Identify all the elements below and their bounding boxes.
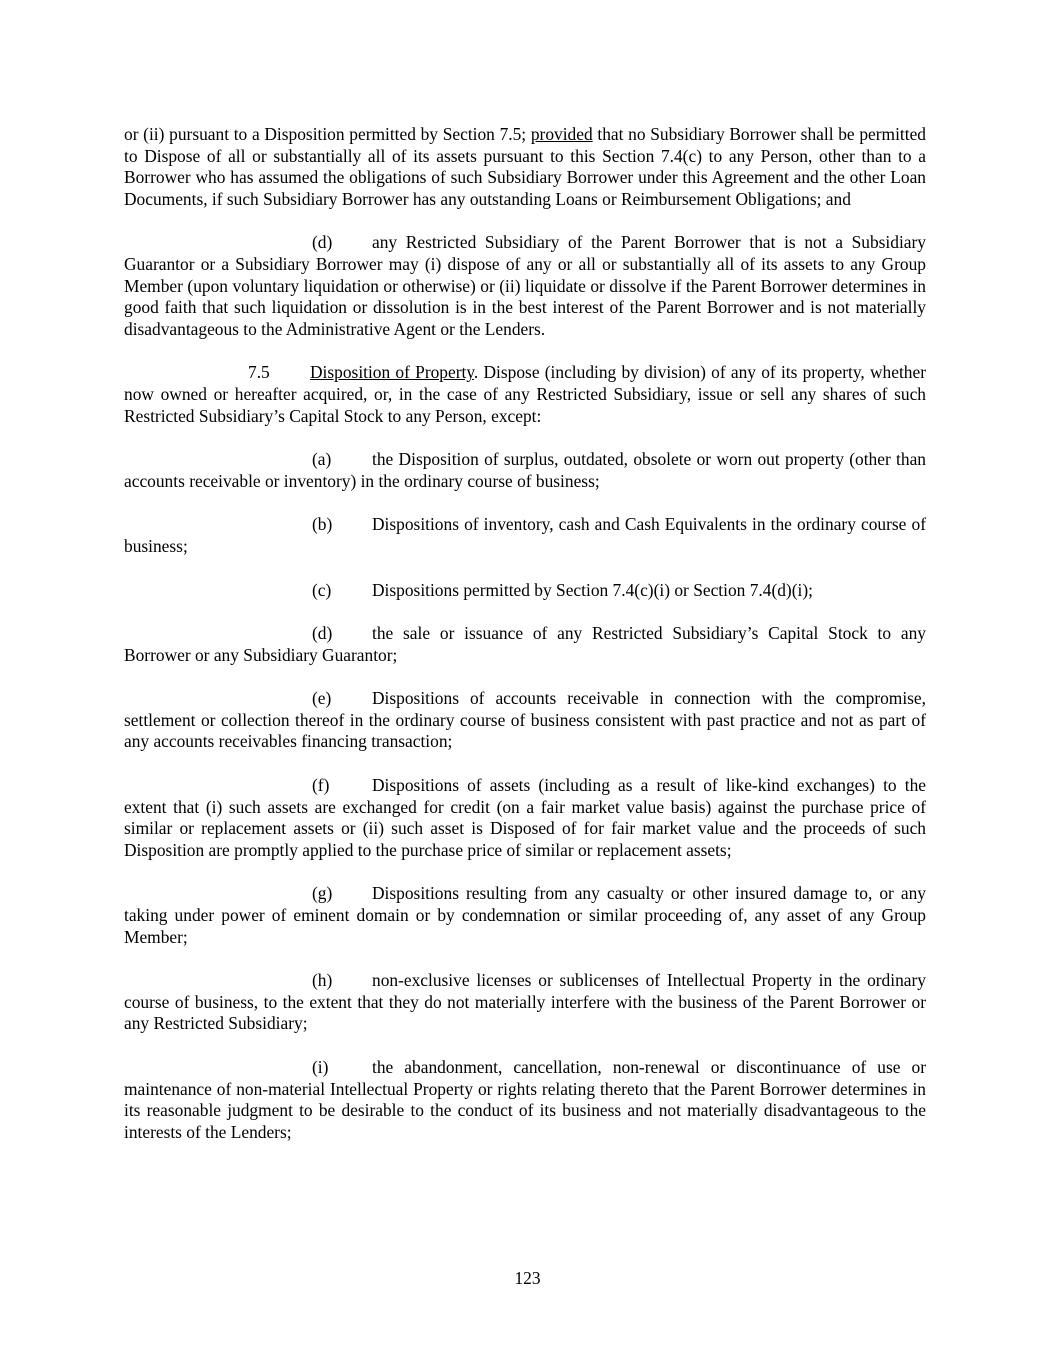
clause-text: any Restricted Subsidiary of the Parent Borrower that is not a Subsidiary Guarantor or a Subsidiary Borrower may (i) dispose of any or all or substantially all of its assets to any Group Member (upon voluntary liquidation or otherwise) or (ii) liquidate or dissolve if the Parent Borrower determines in good faith that such liquidation or dissolution is in the best interest of the Parent Borrower and is not materially disadvantageous to the Administrative Agent or the Lenders. <box>124 232 926 339</box>
clause-7-4-d <box>124 232 926 340</box>
clause-marker: (c) <box>312 579 332 600</box>
paragraph-text: that no Subsidiary Borrower shall be permitted to Dispose of all or substantially all of its assets pursuant to this Section 7.4(c) to any Person, other than to a Borrower who has assumed the obligations of such Subsidiary Borrower under this Agreement and the other Loan Documents, if such Subsidiary Borrower has any outstanding Loans or Reimbursement Obligations; and <box>124 124 926 209</box>
section-number: 7.5 <box>248 362 270 383</box>
document-page <box>124 124 926 1165</box>
defined-term-provided: provided <box>530 124 593 144</box>
clause-7-5-c <box>124 580 926 602</box>
clause-marker: (d) <box>312 623 333 644</box>
clause-marker: (d) <box>312 232 333 253</box>
clause-7-5-h <box>124 970 926 1035</box>
clause-7-5-d <box>124 623 926 666</box>
clause-7-5-f <box>124 775 926 861</box>
clause-marker: (g) <box>312 883 333 904</box>
clause-text: the Disposition of surplus, outdated, obsolete or worn out property (other than accounts receivable or inventory) in the ordinary course of business; <box>124 449 926 491</box>
clause-marker: (f) <box>312 775 330 796</box>
clause-marker: (b) <box>312 514 333 535</box>
clause-7-5-b <box>124 514 926 557</box>
clause-text: the abandonment, cancellation, non-renewal or discontinuance of use or maintenance of non-material Intellectual Property or rights relating thereto that the Parent Borrower determines in its reasonable judgment to be desirable to the conduct of its business and not materially disadvantageous to the interests of the Lenders; <box>124 1057 926 1142</box>
clause-marker: (a) <box>312 449 332 470</box>
clause-7-5-g <box>124 883 926 948</box>
paragraph-text: or (ii) pursuant to a Disposition permitted by Section 7.5; <box>124 124 531 144</box>
clause-marker: (h) <box>312 970 333 991</box>
page-number: 123 <box>514 1268 541 1288</box>
clause-marker: (i) <box>312 1057 329 1077</box>
clause-text: Dispositions resulting from any casualty or other insured damage to, or any taking under power of eminent domain or by condemnation or similar proceeding of, any asset of any Group Member; <box>124 883 926 947</box>
section-7-5 <box>124 362 926 427</box>
clause-7-5-a <box>124 449 926 492</box>
clause-text: non-exclusive licenses or sublicenses of Intellectual Property in the ordinary course of business, to the extent that they do not materially interfere with the business of the Parent Borrower or any Restricted Subsidiary; <box>124 970 926 1034</box>
section-text: . Dispose (including by division) of any of its property, whether now owned or hereafter acquired, or, in the case of any Restricted Subsidiary, issue or sell any shares of such Restricted Subsidiary’s Capital Stock to any Person, except: <box>124 362 926 426</box>
clause-text: Dispositions permitted by Section 7.4(c)(i) or Section 7.4(d)(i); <box>372 579 813 600</box>
clause-text: Dispositions of assets (including as a result of like-kind exchanges) to the extent that (i) such assets are exchanged for credit (on a fair market value basis) against the purchase price of similar or replacement assets or (ii) such asset is Disposed of for fair market value and the proceeds of such Disposition are promptly applied to the purchase price of similar or replacement assets; <box>124 775 926 860</box>
clause-text: Dispositions of inventory, cash and Cash Equivalents in the ordinary course of business; <box>124 514 926 556</box>
clause-7-5-i <box>124 1057 926 1143</box>
clause-7-5-e <box>124 688 926 753</box>
section-heading: Disposition of Property <box>310 362 474 383</box>
clause-marker: (e) <box>312 688 332 709</box>
clause-text: Dispositions of accounts receivable in connection with the compromise, settlement or collection thereof in the ordinary course of business consistent with past practice and not as part of any accounts receivables financing transaction; <box>124 688 926 752</box>
paragraph-continuation <box>124 124 926 210</box>
clause-text: the sale or issuance of any Restricted Subsidiary’s Capital Stock to any Borrower or any Subsidiary Guarantor; <box>124 623 926 665</box>
